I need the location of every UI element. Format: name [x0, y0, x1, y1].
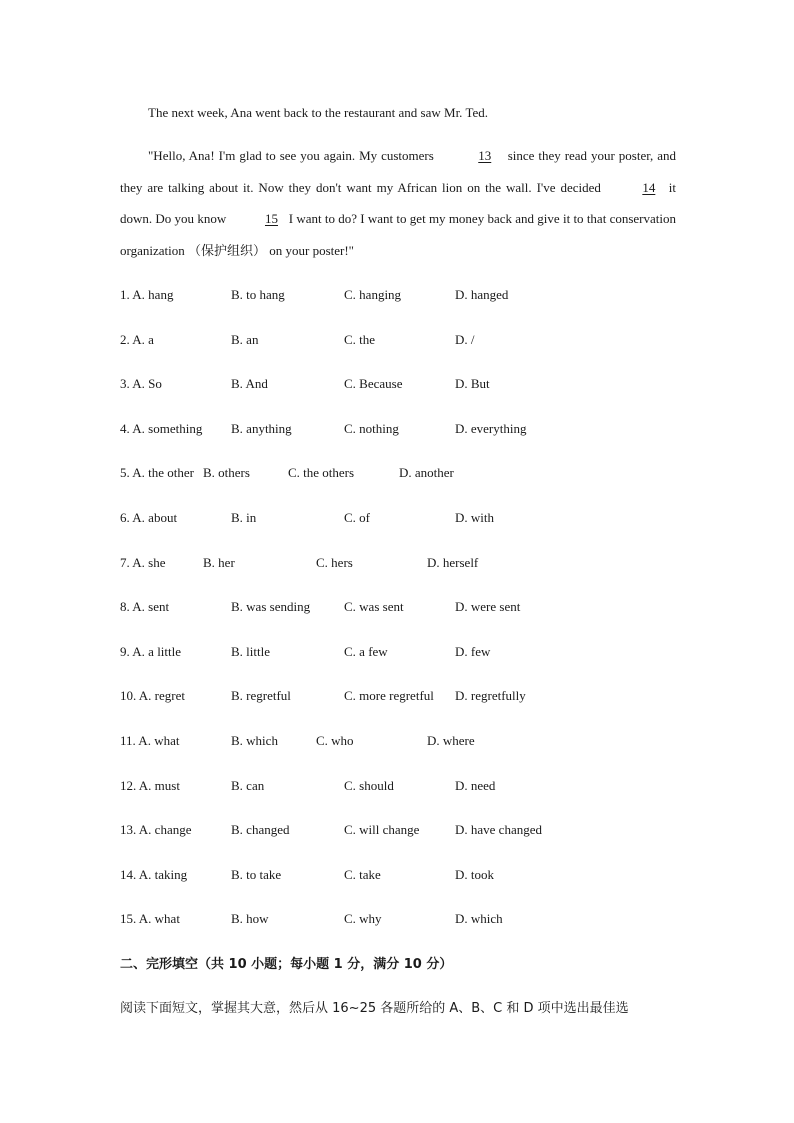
option-a: 10. A. regret: [120, 688, 185, 704]
option-b: B. her: [203, 554, 235, 570]
option-a: 3. A. So: [120, 376, 162, 392]
option-d: D. But: [455, 376, 490, 392]
option-b: B. And: [231, 376, 268, 392]
option-b: B. to hang: [231, 287, 285, 302]
option-a: 12. A. must: [120, 777, 180, 793]
option-b: B. others: [203, 465, 250, 481]
option-a: 8. A. sent: [120, 599, 170, 615]
option-d: D. everything: [455, 420, 527, 436]
option-a: 6. A. about: [120, 510, 178, 525]
option-b: B. changed: [231, 822, 290, 838]
section-2-instruction: 阅读下面短文，掌握其大意，然后从 16~25 各题所给的 A、B、C 和 D 项中选出最佳选: [120, 1001, 629, 1016]
option-b: B. anything: [231, 420, 292, 436]
option-a: 14. A. taking: [120, 866, 188, 882]
option-c: C. should: [344, 777, 394, 793]
option-b: B. in: [231, 510, 257, 525]
option-d: D. have changed: [455, 822, 542, 838]
option-a: 11. A. what: [120, 733, 180, 748]
option-a: 9. A. a little: [120, 643, 182, 659]
option-c: C. who: [316, 733, 354, 748]
option-c: C. a few: [344, 643, 388, 659]
option-c: C. Because: [344, 376, 403, 392]
option-a: 5. A. the other: [120, 465, 195, 481]
option-c: C. why: [344, 911, 382, 927]
option-c: C. will change: [344, 822, 420, 838]
option-d: D. with: [455, 510, 494, 525]
option-c: C. of: [344, 510, 370, 525]
option-d: D. took: [455, 866, 494, 882]
option-c: C. was sent: [344, 599, 404, 615]
option-b: B. how: [231, 911, 269, 927]
option-a: 2. A. a: [120, 331, 154, 347]
option-b: B. little: [231, 643, 270, 659]
option-c: C. the others: [288, 465, 355, 481]
passage-paragraph-2: [120, 140, 676, 266]
option-d: D. need: [455, 777, 496, 793]
section-2-heading: 二、完形填空（共 10 小题；每小题 1 分，满分 10 分）: [120, 957, 453, 972]
option-c: C. the: [344, 331, 376, 347]
passage-text-c: it down. Do you know: [120, 179, 676, 226]
passage-text-d: I want to do? I want to get my money back and give it to that conservation organization （保护组织） on your poster!": [120, 211, 676, 258]
option-a: 13. A. change: [120, 822, 192, 838]
blank-15: 15: [264, 211, 278, 226]
option-a: 7. A. she: [120, 554, 166, 570]
option-d: D. /: [455, 331, 475, 347]
option-d: D. another: [399, 465, 454, 481]
option-d: D. herself: [427, 554, 479, 570]
option-d: D. which: [455, 911, 503, 927]
blank-13: 13: [478, 148, 492, 163]
option-a: 15. A. what: [120, 911, 180, 927]
passage-text-a: "Hello, Ana! I'm glad to see you again. My customers: [148, 148, 438, 163]
option-d: D. few: [455, 643, 491, 659]
option-d: D. were sent: [455, 599, 521, 615]
blank-14: 14: [642, 179, 656, 195]
option-c: C. more regretful: [344, 688, 434, 704]
option-d: D. where: [427, 733, 475, 748]
option-a: 1. A. hang: [120, 287, 174, 302]
passage-line-1: The next week, Ana went back to the restaurant and saw Mr. Ted.: [148, 105, 488, 120]
option-b: B. can: [231, 777, 265, 793]
option-a: 4. A. something: [120, 420, 203, 436]
option-b: B. regretful: [231, 688, 291, 704]
option-d: D. hanged: [455, 287, 509, 302]
option-b: B. to take: [231, 866, 282, 882]
option-c: C. hers: [316, 554, 353, 570]
option-c: C. take: [344, 866, 381, 882]
option-c: C. nothing: [344, 420, 399, 436]
option-d: D. regretfully: [455, 688, 526, 704]
passage-text-b: since they read your poster, and they are talking about it. Now they don't want my African lion on the wall. I've decided: [120, 148, 676, 195]
option-b: B. was sending: [231, 599, 311, 615]
option-c: C. hanging: [344, 287, 402, 302]
option-b: B. an: [231, 331, 259, 347]
option-b: B. which: [231, 733, 278, 748]
passage-paragraph-1: [120, 97, 676, 129]
